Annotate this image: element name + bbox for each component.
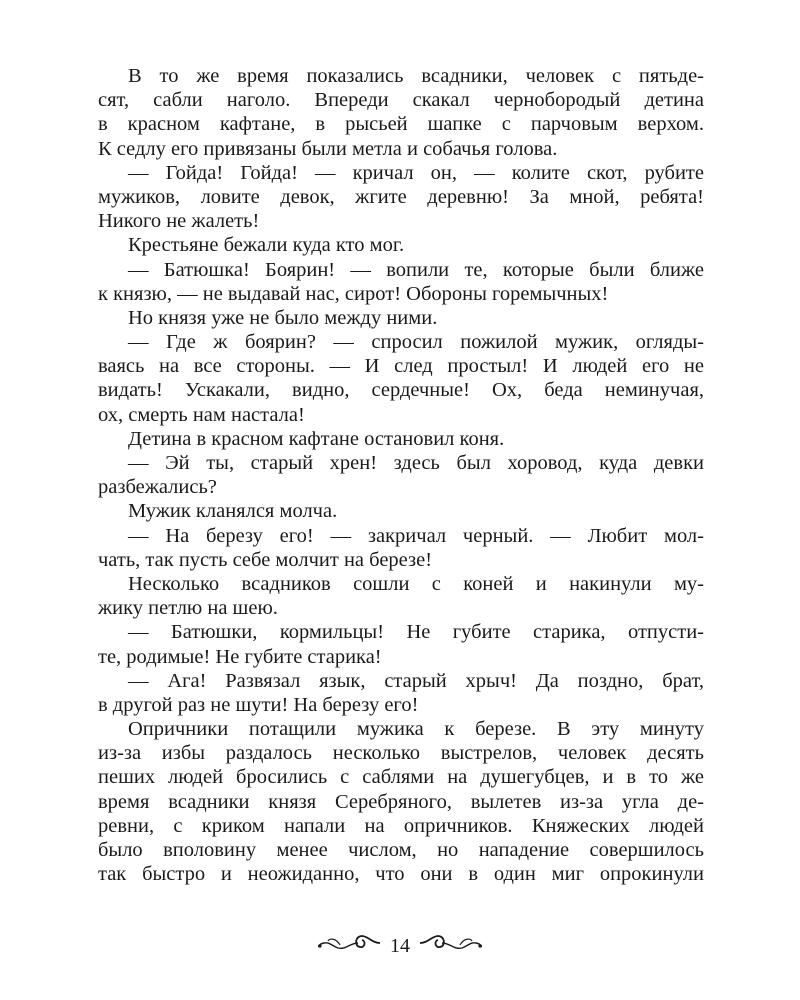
text-line: Мужик кланялся молча. — [128, 500, 338, 523]
text-line: — На березу его! — закричал черный. — Любит мол- — [128, 524, 704, 547]
text-line: сят, сабли наголо. Впереди скакал чернобородый детина — [98, 89, 704, 112]
text-line: видать! Ускакали, видно, сердечные! Ох, беда неминучая, — [98, 379, 704, 402]
text-line: в красном кафтане, в рысьей шапке с парчовым верхом. — [98, 113, 704, 136]
text-line: ревни, с криком напали на опричников. Княжеских людей — [98, 814, 704, 837]
text-line: ох, смерть нам настала! — [98, 403, 305, 426]
text-line: — Где ж боярин? — спросил пожилой мужик, огляды- — [128, 331, 704, 354]
text-line: разбежались? — [98, 476, 217, 499]
text-line: было вполовину менее числом, но нападение совершилось — [98, 839, 704, 861]
text-line: так быстро и неожиданно, что они в один миг опрокинули — [98, 863, 704, 886]
text-line: Крестьяне бежали куда кто мог. — [128, 234, 405, 257]
body-text — [98, 64, 704, 886]
left-flourish-ornament — [318, 928, 382, 958]
text-line: — Батюшки, кормильцы! Не губите старика, отпусти- — [128, 621, 704, 644]
text-line: пеших людей бросились с саблями на душегубцев, и в то же — [98, 766, 704, 789]
text-line: Опричники потащили мужика к березе. В эту минуту — [128, 718, 704, 741]
text-line: из-за избы раздалось несколько выстрелов, человек десять — [98, 742, 704, 765]
text-line: Детина в красном кафтане остановил коня. — [128, 427, 505, 450]
text-line: время всадники князя Серебряного, вылетев из-за угла де- — [98, 790, 704, 813]
text-line: Никого не жалеть! — [98, 210, 260, 233]
text-line: — Гойда! Гойда! — кричал он, — колите скот, рубите — [128, 161, 704, 184]
text-line: — Батюшка! Боярин! — вопили те, которые были ближе — [128, 258, 704, 281]
text-line: Несколько всадников сошли с коней и накинули му- — [128, 572, 704, 595]
text-line: К седлу его привязаны были метла и собачья голова. — [98, 137, 558, 160]
text-line: В то же время показались всадники, человек с пятьде- — [128, 65, 704, 87]
text-line: мужиков, ловите девок, жгите деревню! За мной, ребята! — [98, 185, 704, 208]
text-line: ваясь на все стороны. — И след простыл! И людей его не — [98, 355, 704, 378]
text-line: к князю, — не выдавай нас, сирот! Обороны горемычных! — [98, 282, 609, 305]
text-line: в другой раз не шути! На березу его! — [98, 693, 419, 716]
page-footer — [0, 928, 800, 968]
text-line: те, родимые! Не губите старика! — [98, 645, 382, 668]
text-line: жику петлю на шею. — [98, 597, 278, 620]
text-line: чать, так пусть себе молчит на березе! — [98, 548, 433, 571]
text-line: — Ага! Развязал язык, старый хрыч! Да поздно, брат, — [128, 669, 704, 692]
right-flourish-ornament — [418, 928, 482, 958]
text-line: Но князя уже не было между ними. — [128, 306, 438, 329]
page-number: 14 — [390, 935, 410, 957]
text-line: — Эй ты, старый хрен! здесь был хоровод, куда девки — [128, 452, 704, 474]
